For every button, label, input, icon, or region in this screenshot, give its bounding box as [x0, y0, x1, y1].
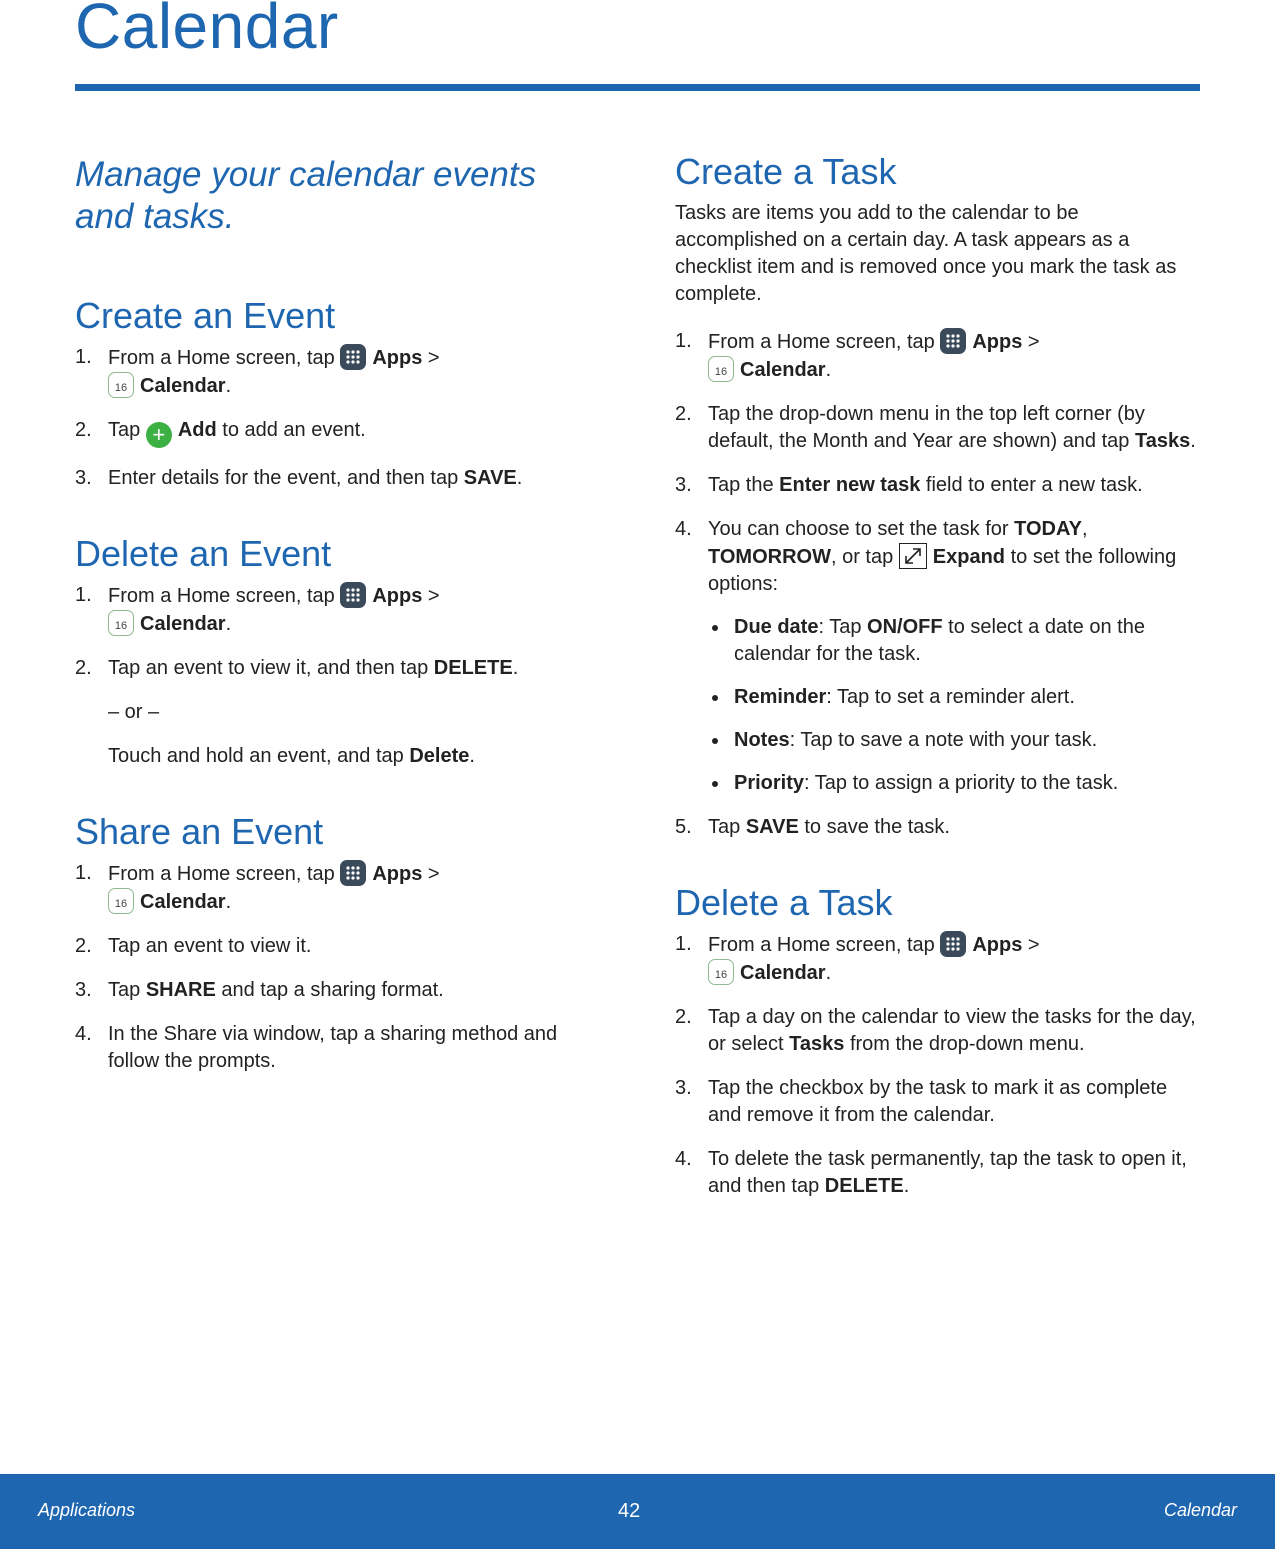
list-item: 1. From a Home screen, tap Apps > 16 Calendar.: [75, 584, 440, 635]
bullet-item: Due date: Tap ON/OFF to select a date on the calendar for the task.: [708, 614, 1205, 668]
or-separator: – or –: [108, 701, 160, 723]
list-item: 3. Tap SHARE and tap a sharing format.: [75, 979, 444, 1001]
calendar-16-icon: [108, 888, 134, 914]
svg-text:16: 16: [714, 366, 728, 378]
page-number: 42: [618, 1500, 641, 1522]
alternate-step: Touch and hold an event, and tap Delete.: [108, 745, 475, 767]
apps-grid-icon: [340, 582, 366, 608]
apps-grid-icon: [940, 328, 966, 354]
svg-text:16: 16: [114, 620, 128, 632]
bullet-item: Reminder: Tap to set a reminder alert.: [708, 684, 1205, 711]
section-delete-task: [675, 881, 1205, 1200]
apps-grid-icon: [940, 931, 966, 957]
add-plus-icon: +: [146, 422, 172, 448]
apps-grid-icon: [340, 344, 366, 370]
list-item: 1. From a Home screen, tap Apps > 16 Calendar.: [75, 862, 440, 913]
calendar-16-icon: [708, 959, 734, 985]
list-item: 1. From a Home screen, tap Apps > 16 Calendar.: [675, 933, 1040, 984]
calendar-16-icon: [108, 610, 134, 636]
right-column: [675, 150, 1205, 1217]
left-column: [75, 150, 575, 1092]
list-item: 3. Tap the checkbox by the task to mark it as complete and remove it from the calendar.: [675, 1077, 1168, 1126]
section-create-task: [675, 150, 1205, 841]
heading-create-event: Create an Event: [75, 295, 336, 336]
create-task-intro: Tasks are items you add to the calendar to be accomplished on a certain day. A task appears as a checklist item and is removed once you mark the task as complete.: [675, 202, 1177, 305]
bullet-item: Notes: Tap to save a note with your task.: [708, 727, 1205, 754]
list-item: 4. You can choose to set the task for TODAY, TOMORROW, or tap Expand to set the following options: Due date: Tap ON/OFF to select a date on the calendar for the task. Reminder: Tap to set a reminder alert. Notes: Tap to save a note with your task. Priority: Tap to assign a priority to the task.: [675, 516, 1205, 797]
list-item: 1. From a Home screen, tap Apps > 16 Calendar.: [675, 330, 1040, 381]
svg-text:16: 16: [714, 969, 728, 981]
footer-section-label: Applications: [38, 1500, 136, 1520]
footer-chapter-label: Calendar: [1163, 1500, 1237, 1520]
list-item: 2. Tap a day on the calendar to view the tasks for the day, or select Tasks from the drop-down menu.: [675, 1006, 1196, 1055]
page-footer: [0, 1474, 1275, 1549]
apps-grid-icon: [340, 860, 366, 886]
section-create-event: [75, 294, 575, 492]
calendar-16-icon: [108, 372, 134, 398]
list-item: 3. Tap the Enter new task field to enter a new task.: [675, 474, 1143, 496]
heading-delete-task: Delete a Task: [675, 882, 893, 923]
list-item: 3. Enter details for the event, and then tap SAVE.: [75, 467, 523, 489]
heading-delete-event: Delete an Event: [75, 533, 332, 574]
heading-share-event: Share an Event: [75, 811, 324, 852]
tagline: Manage your calendar events and tasks.: [75, 155, 537, 236]
list-item: 5. Tap SAVE to save the task.: [675, 816, 950, 838]
list-item: 1. From a Home screen, tap Apps > 16 Calendar.: [75, 346, 440, 397]
list-item: 4. In the Share via window, tap a sharing method and follow the prompts.: [75, 1023, 558, 1072]
list-item: 4. To delete the task permanently, tap the task to open it, and then tap DELETE.: [675, 1148, 1187, 1197]
section-delete-event: [75, 532, 575, 770]
list-item: 2. Tap + Add to add an event.: [75, 419, 366, 447]
page-title: Calendar: [75, 0, 339, 62]
heading-create-task: Create a Task: [675, 151, 897, 192]
section-share-event: [75, 810, 575, 1075]
list-item: 2. Tap the drop-down menu in the top left corner (by default, the Month and Year are shown) and tap Tasks.: [675, 403, 1196, 452]
bullet-item: Priority: Tap to assign a priority to the task.: [708, 770, 1205, 797]
title-divider: [75, 84, 1200, 91]
svg-text:16: 16: [114, 898, 128, 910]
list-item: 2. Tap an event to view it, and then tap DELETE. – or – Touch and hold an event, and tap Delete.: [75, 655, 575, 770]
calendar-16-icon: [708, 356, 734, 382]
expand-arrow-icon: [899, 543, 927, 569]
list-item: 2. Tap an event to view it.: [75, 935, 312, 957]
svg-text:16: 16: [114, 382, 128, 394]
